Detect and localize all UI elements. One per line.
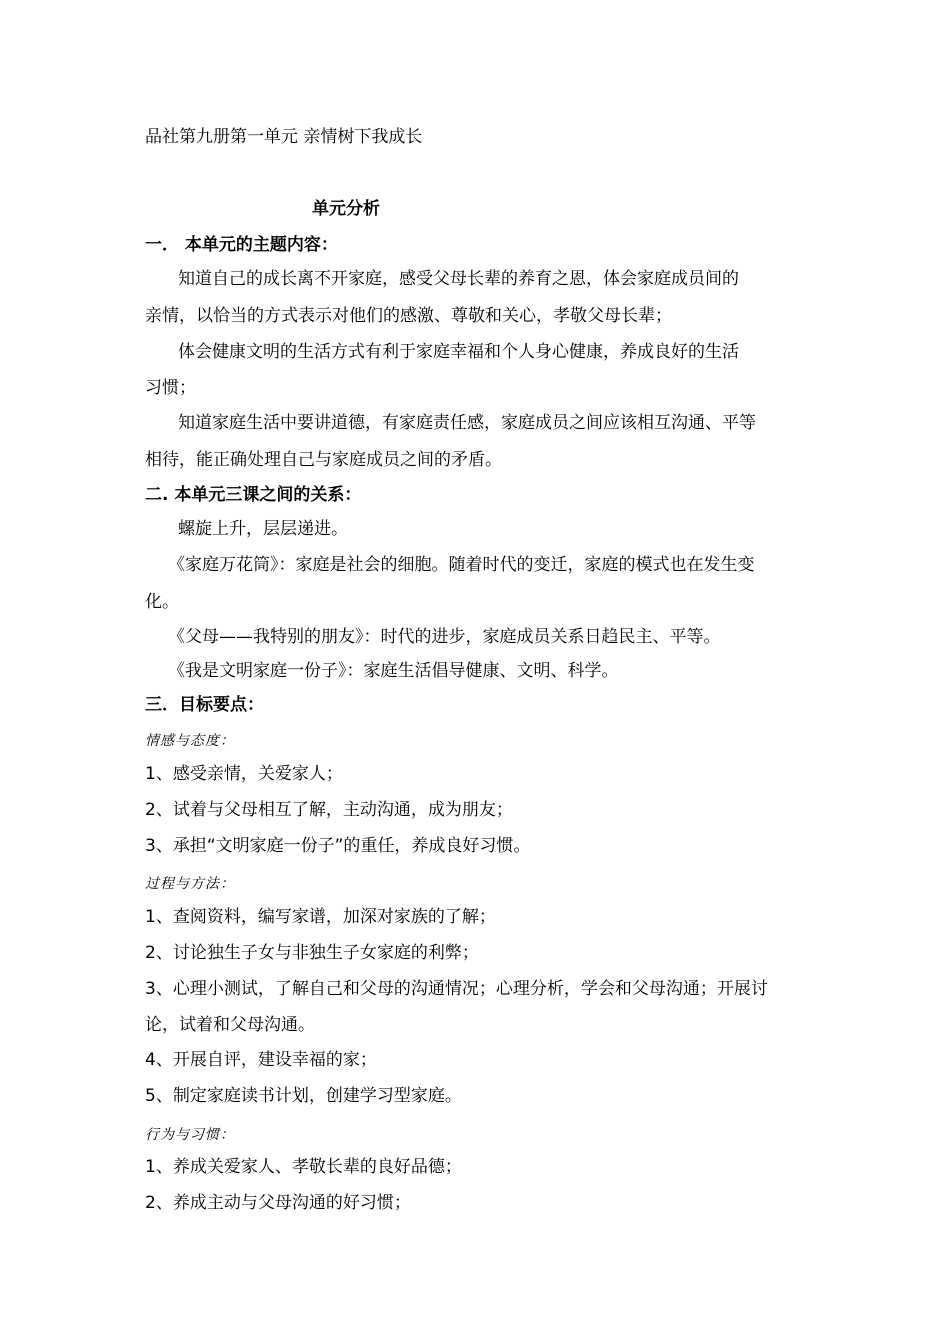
list-item: 1、养成关爱家人、孝敬长辈的良好品德； <box>145 1157 462 1177</box>
paragraph: 螺旋上升，层层递进。 <box>178 519 348 539</box>
section3-title: 三．目标要点： <box>145 695 264 715</box>
document-title: 品社第九册第一单元 亲情树下我成长 <box>145 127 423 147</box>
list-item: 2、讨论独生子女与非独生子女家庭的利弊； <box>145 943 479 963</box>
paragraph: 体会健康文明的生活方式有利于家庭幸福和个人身心健康，养成良好的生活 <box>178 342 739 362</box>
list-item: 4、开展自评，建设幸福的家； <box>145 1050 377 1070</box>
list-item: 5、制定家庭读书计划，创建学习型家庭。 <box>145 1086 462 1106</box>
list-item: 3、心理小测试，了解自己和父母的沟通情况；心理分析，学会和父母沟通；开展讨 <box>145 979 768 999</box>
paragraph: 《家庭万花筒》：家庭是社会的细胞。随着时代的变迁，家庭的模式也在发生变 <box>168 555 755 575</box>
section1-title: 一． 本单元的主题内容： <box>145 235 338 255</box>
paragraph: 习惯； <box>145 378 196 398</box>
list-item: 1、查阅资料，编写家谱，加深对家族的了解； <box>145 907 496 927</box>
paragraph: 亲情，以恰当的方式表示对他们的感激、尊敬和关心，孝敬父母长辈； <box>145 306 672 326</box>
list-item: 3、承担“文明家庭一份子”的重任，养成良好习惯。 <box>145 836 531 856</box>
section2-title: 二. 本单元三课之间的关系： <box>145 485 362 505</box>
paragraph: 化。 <box>145 592 179 612</box>
paragraph: 相待，能正确处理自己与家庭成员之间的矛盾。 <box>145 450 502 470</box>
list-item: 论，试着和父母沟通。 <box>145 1015 315 1035</box>
paragraph: 知道自己的成长离不开家庭，感受父母长辈的养育之恩，体会家庭成员间的 <box>178 269 739 289</box>
paragraph: 《父母——我特别的朋友》：时代的进步，家庭成员关系日趋民主、平等。 <box>168 627 721 647</box>
section-heading: 单元分析 <box>312 199 380 219</box>
list-item: 2、试着与父母相互了解，主动沟通，成为朋友； <box>145 800 513 820</box>
paragraph: 知道家庭生活中要讲道德，有家庭责任感，家庭成员之间应该相互沟通、平等 <box>178 413 756 433</box>
list-item: 1、感受亲情，关爱家人； <box>145 764 343 784</box>
subheading: 情感与态度： <box>145 733 235 749</box>
subheading: 过程与方法： <box>145 876 235 892</box>
subheading: 行为与习惯： <box>145 1127 235 1143</box>
paragraph: 《我是文明家庭一份子》：家庭生活倡导健康、文明、科学。 <box>168 661 619 681</box>
list-item: 2、养成主动与父母沟通的好习惯； <box>145 1193 411 1213</box>
